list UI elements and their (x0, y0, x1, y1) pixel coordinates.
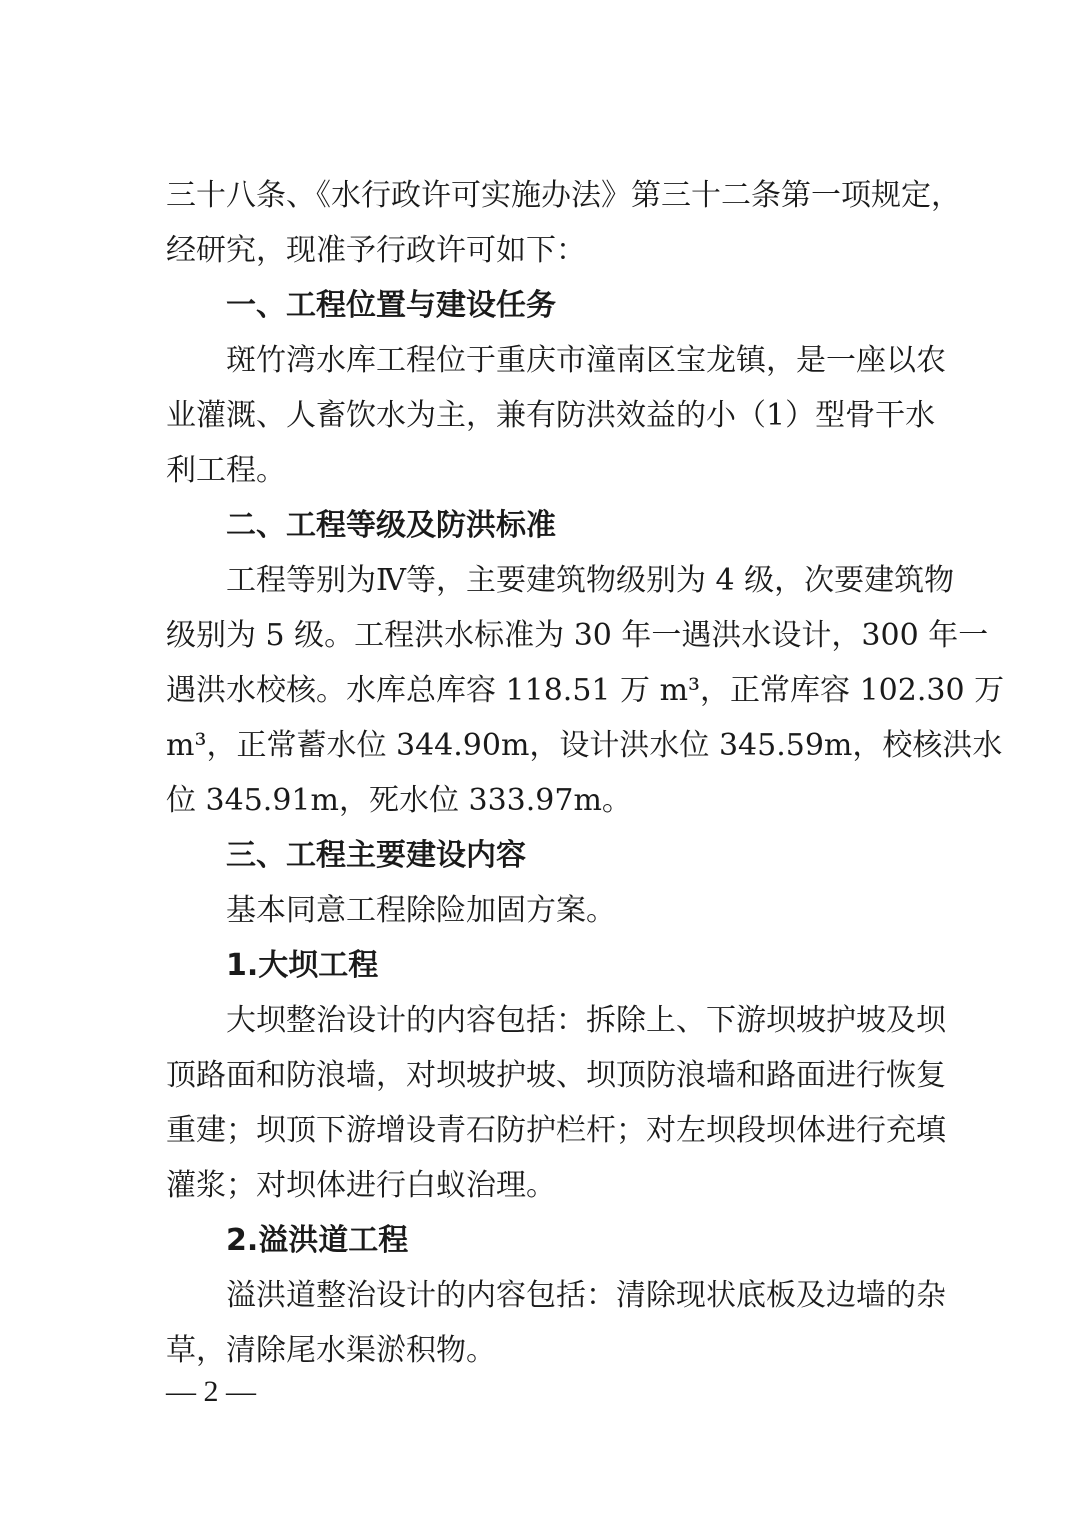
document-body (166, 168, 1005, 1378)
body-text-line: m³，正常蓄水位 344.90m，设计洪水位 345.59m，校核洪水 (166, 728, 1003, 763)
body-text-line: 工程等别为Ⅳ等，主要建筑物级别为 4 级，次要建筑物 (226, 563, 955, 598)
body-text-line: 顶路面和防浪墙，对坝坡护坡、坝顶防浪墙和路面进行恢复 (166, 1058, 946, 1093)
body-text-line: 溢洪道整治设计的内容包括：清除现状底板及边墙的杂 (226, 1278, 946, 1313)
section-heading: 三、工程主要建设内容 (226, 838, 526, 873)
section-heading: 一、工程位置与建设任务 (226, 288, 556, 323)
body-text-line: 业灌溉、人畜饮水为主，兼有防洪效益的小（1）型骨干水 (166, 398, 936, 433)
body-text-line: 基本同意工程除险加固方案。 (226, 893, 616, 928)
body-text-line: 重建；坝顶下游增设青石防护栏杆；对左坝段坝体进行充填 (166, 1113, 946, 1148)
body-text-line: 草，清除尾水渠淤积物。 (166, 1333, 496, 1368)
body-text-line: 三十八条、《水行政许可实施办法》第三十二条第一项规定， (166, 178, 961, 213)
subsection-heading: 2.溢洪道工程 (226, 1223, 409, 1258)
page-number: — 2 — (166, 1375, 256, 1408)
body-text-line: 遇洪水校核。水库总库容 118.51 万 m³，正常库容 102.30 万 (166, 673, 1005, 708)
subsection-heading: 1.大坝工程 (226, 948, 379, 983)
body-text-line: 经研究，现准予行政许可如下： (166, 233, 586, 268)
section-heading: 二、工程等级及防洪标准 (226, 508, 556, 543)
body-text-line: 斑竹湾水库工程位于重庆市潼南区宝龙镇，是一座以农 (226, 343, 946, 378)
body-text-line: 大坝整治设计的内容包括：拆除上、下游坝坡护坡及坝 (226, 1003, 946, 1038)
body-text-line: 利工程。 (166, 453, 286, 488)
body-text-line: 灌浆；对坝体进行白蚁治理。 (166, 1168, 556, 1203)
body-text-line: 级别为 5 级。工程洪水标准为 30 年一遇洪水设计，300 年一 (166, 618, 989, 653)
body-text-line: 位 345.91m，死水位 333.97m。 (166, 783, 632, 818)
